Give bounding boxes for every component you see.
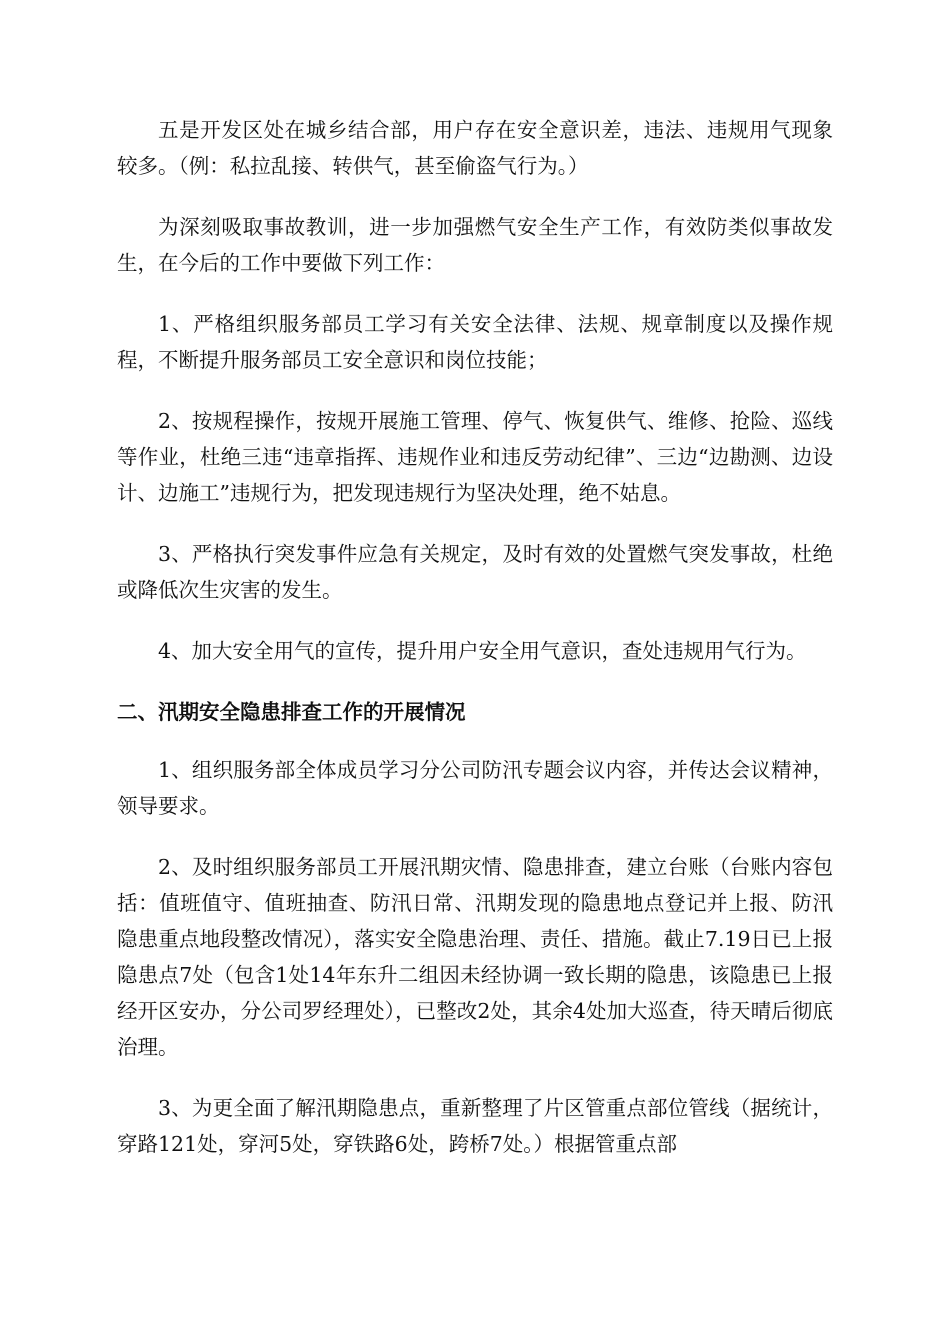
document-page (117, 112, 833, 1187)
paragraph-flood-2: 2、及时组织服务部员工开展汛期灾情、隐患排查，建立台账（台账内容包括：值班值守、值班抽查、防汛日常、汛期发现的隐患地点登记并上报、防汛隐患重点地段整改情况），落实安全隐患治理、责任、措施。截止7.19日已上报隐患点7处（包含1处14年东升二组因未经协调一致长期的隐患，该隐患已上报经开区安办，分公司罗经理处），已整改2处，其余4处加大巡查，待天晴后彻底治理。 (117, 855, 833, 1059)
paragraph-point-five: 五是开发区处在城乡结合部，用户存在安全意识差，违法、违规用气现象较多。（例：私拉乱接、转供气，甚至偷盗气行为。） (117, 118, 833, 178)
paragraph-item-2: 2、按规程操作，按规开展施工管理、停气、恢复供气、维修、抢险、巡线等作业，杜绝三违“违章指挥、违规作业和违反劳动纪律”、三边“边勘测、边设计、边施工”违规行为，把发现违规行为坚决处理，绝不姑息。 (117, 409, 833, 505)
section-heading: 二、汛期安全隐患排查工作的开展情况 (117, 700, 466, 724)
paragraph-item-3: 3、严格执行突发事件应急有关规定，及时有效的处置燃气突发事故，杜绝或降低次生灾害的发生。 (117, 542, 833, 602)
paragraph-flood-1: 1、组织服务部全体成员学习分公司防汛专题会议内容，并传达会议精神，领导要求。 (117, 758, 833, 818)
paragraph-lessons: 为深刻吸取事故教训，进一步加强燃气安全生产工作，有效防类似事故发生，在今后的工作中要做下列工作： (117, 215, 833, 275)
paragraph-item-4: 4、加大安全用气的宣传，提升用户安全用气意识，查处违规用气行为。 (158, 639, 807, 663)
paragraph-flood-3: 3、为更全面了解汛期隐患点，重新整理了片区管重点部位管线（据统计，穿路121处，穿河5处，穿铁路6处，跨桥7处。）根据管重点部 (117, 1096, 833, 1156)
paragraph-item-1: 1、严格组织服务部员工学习有关安全法律、法规、规章制度以及操作规程，不断提升服务部员工安全意识和岗位技能； (117, 312, 833, 372)
